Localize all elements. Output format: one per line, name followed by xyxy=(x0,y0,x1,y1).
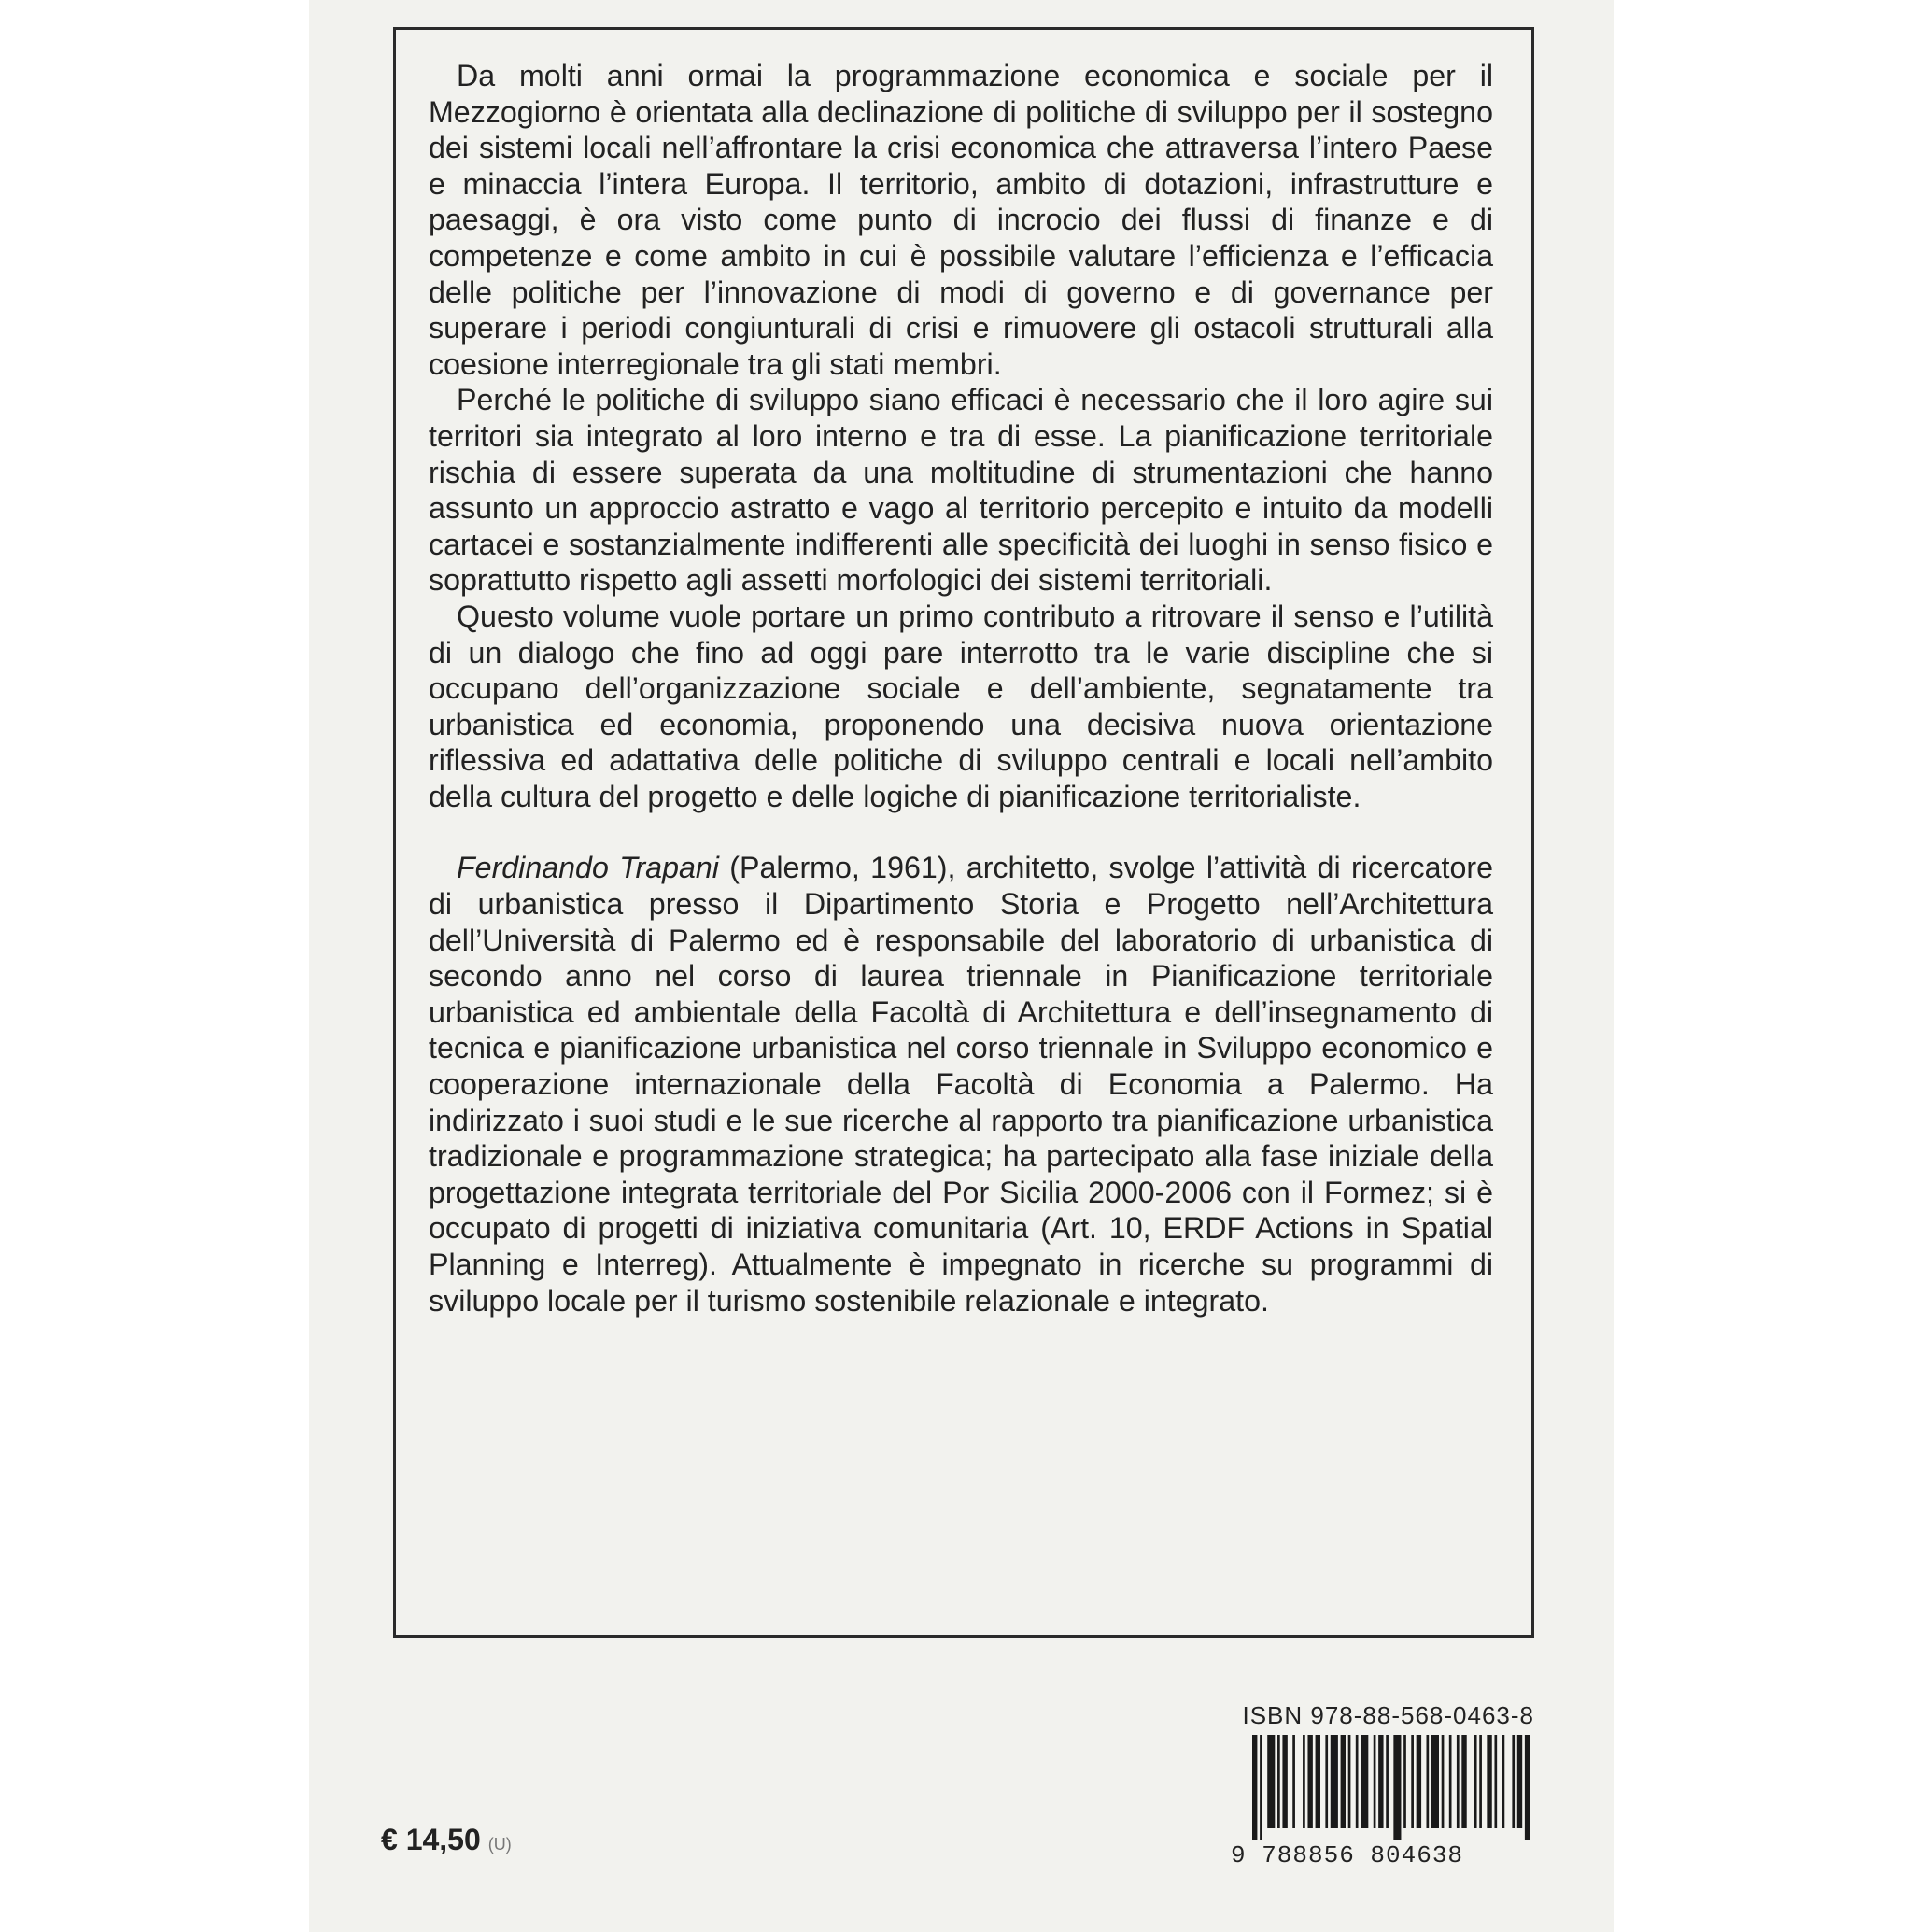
author-name: Ferdinando Trapani xyxy=(457,851,719,885)
price-value: € 14,50 xyxy=(381,1823,481,1856)
author-bio: (Palermo, 1961), architetto, svolge l’attività di ricercatore di urbanistica presso il Dipartimento Storia e Progetto nell’Architettura dell’Università di Palermo ed è responsabile del laboratorio di urbanistica di secondo anno nel corso di laurea triennale in Pianificazione territoriale urbanistica ed ambientale della Facoltà di Architettura e dell’insegnamento di tecnica e pianificazione urbanistica nel corso triennale in Sviluppo economico e cooperazione internazionale della Facoltà di Economia a Palermo. Ha indirizzato i suoi studi e le sue ricerche al rapporto tra pianificazione urbanistica tradizionale e programmazione strategica; ha partecipato alla fase iniziale della progettazione integrata territoriale del Por Sicilia 2000-2006 con il Formez; si è occupato di progetti di iniziativa comunitaria (Art. 10, ERDF Actions in Spatial Planning e Interreg). Attualmente è impegnato in ricerche su programmi di sviluppo locale per il turismo sostenibile relazionale e integrato. xyxy=(429,851,1494,1318)
barcode-icon xyxy=(1252,1735,1532,1840)
author-bio-paragraph xyxy=(429,850,1493,1319)
synopsis-paragraph-3: Questo volume vuole portare un primo contributo a ritrovare il senso e l’utilità di un dialogo che fino ad oggi pare interrotto tra le varie discipline che si occupano dell’organizzazione sociale e dell’ambiente, segnatamente tra urbanistica ed economia, proponendo una decisiva nuova orientazione riflessiva ed adattativa delle politiche di sviluppo centrali e locali nell’ambito della cultura del progetto e delle logiche di pianificazione territorialiste. xyxy=(429,599,1493,813)
isbn-label: ISBN 978-88-568-0463-8 xyxy=(1242,1701,1534,1729)
price-code: (U) xyxy=(487,1835,512,1854)
barcode-digits: 9 788856 804638 xyxy=(1231,1841,1464,1869)
synopsis-paragraph-2: Perché le politiche di sviluppo siano efficaci è necessario che il loro agire sui territori sia integrato al loro interno e tra di esse. La pianificazione territoriale rischia di essere superata da una moltitudine di strumentazioni che hanno assunto un approccio astratto e vago al territorio percepito e intuito da modelli cartacei e sostanzialmente indifferenti alle specificità dei luoghi in senso fisico e soprattutto rispetto agli assetti morfologici dei sistemi territoriali. xyxy=(429,383,1493,598)
price-tag xyxy=(381,1823,512,1857)
synopsis-paragraph-1: Da molti anni ormai la programmazione economica e sociale per il Mezzogiorno è orientata alla declinazione di politiche di sviluppo per il sostegno dei sistemi locali nell’affrontare la crisi economica che attraversa l’intero Paese e minaccia l’intera Europa. Il territorio, ambito di dotazioni, infrastrutture e paesaggi, è ora visto come punto di incrocio dei flussi di finanze e di competenze e come ambito in cui è possibile valutare l’efficienza e l’efficacia delle politiche per l’innovazione di modi di governo e di governance per superare i periodi congiunturali di crisi e rimuovere gli ostacoli strutturali alla coesione interregionale tra gli stati membri. xyxy=(429,59,1493,381)
cover-text xyxy=(429,58,1493,1319)
